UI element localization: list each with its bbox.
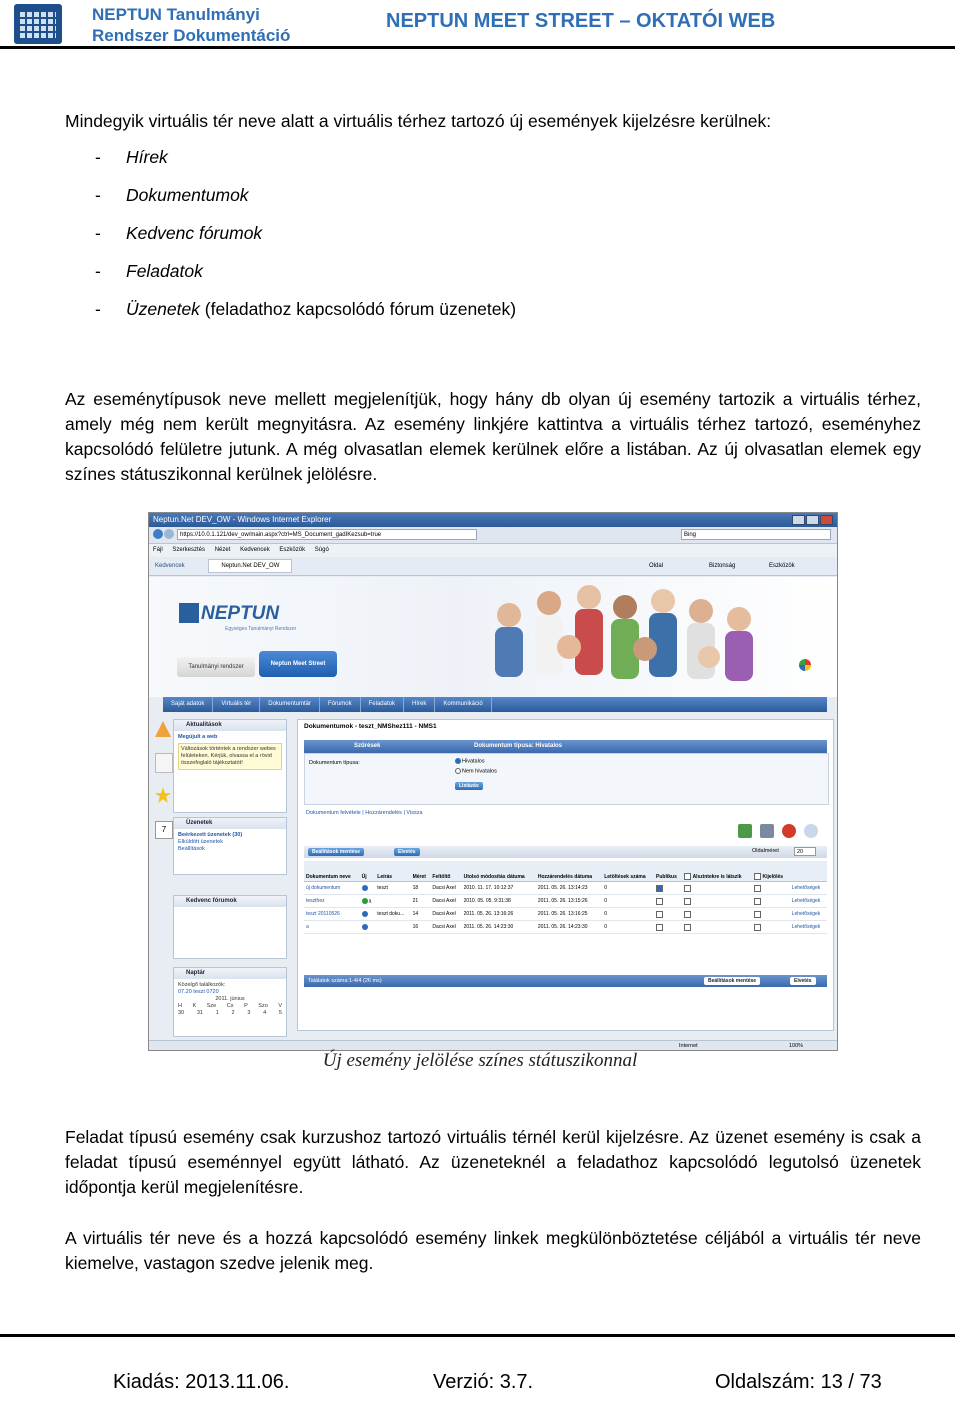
- forward-icon[interactable]: [164, 529, 174, 539]
- figure-caption: Új esemény jelölése színes státuszikonnal: [322, 1050, 638, 1071]
- document-grid: [304, 861, 827, 934]
- neptun-logo-icon: [14, 4, 62, 44]
- bullet-item: - Feladatok: [95, 261, 203, 281]
- org-line1: NEPTUN Tanulmányi: [92, 5, 260, 24]
- close-icon[interactable]: [820, 515, 833, 525]
- radio-official[interactable]: Hivatalos: [455, 758, 485, 764]
- settings-link[interactable]: Beállítások: [178, 846, 205, 852]
- font-icon[interactable]: [155, 721, 171, 737]
- save-settings-button[interactable]: Beállítások mentése: [308, 848, 364, 856]
- news-text: Változások történtek a rendszer webes felületeken. Kérjük, olvassa el a rövid összefoglaló tájékoztatót!: [178, 743, 282, 770]
- people-photo: [449, 577, 809, 697]
- list-button[interactable]: Listázás: [455, 782, 483, 790]
- col-sublevels[interactable]: Alszintekre is látszik: [682, 861, 752, 882]
- menu-own-data[interactable]: Saját adatok: [163, 697, 213, 712]
- gadget-forums: [173, 895, 287, 959]
- menu-file[interactable]: Fájl: [153, 547, 163, 553]
- neptun-banner: [149, 577, 837, 697]
- gadget-forums-title: Kedvenc fórumok: [174, 896, 286, 907]
- add-document-link[interactable]: Dokumentum felvétele: [306, 810, 361, 816]
- new-status-icon: [362, 885, 368, 891]
- gadget-messages: [173, 817, 287, 875]
- doc-type-field-label: Dokumentum típusa:: [309, 760, 360, 766]
- neptun-small-logo-icon: [179, 603, 199, 623]
- menu-view[interactable]: Nézet: [214, 547, 231, 553]
- table-row[interactable]: teszt 20110526 teszt doku... 14 Dacsi Axel 2011. 05. 26. 13:16:26 2011. 05. 26. 13:16:25 0 Lehetőségek: [304, 908, 827, 921]
- menu-edit[interactable]: Szerkesztés: [172, 547, 206, 553]
- gadget-news: [173, 719, 287, 813]
- bullet-item: - Dokumentumok: [95, 185, 249, 205]
- calendar-month: 2011. június: [215, 996, 245, 1002]
- favorites-button[interactable]: Kedvencek: [155, 563, 185, 569]
- col-uploader[interactable]: Feltöltő: [430, 861, 461, 882]
- menu-favorites[interactable]: Kedvencek: [240, 547, 270, 553]
- filter-doc-type: Dokumentum típusa: Hivatalos: [474, 743, 563, 749]
- color-wheel-icon[interactable]: [799, 659, 811, 671]
- new-status-icon: [362, 911, 368, 917]
- public-checkbox[interactable]: [656, 911, 663, 918]
- browser-screenshot: [148, 512, 838, 1051]
- brand-subtitle: Egységes Tanulmányi Rendszer: [225, 626, 297, 632]
- bullet-item: - Kedvenc fórumok: [95, 223, 263, 243]
- public-checkbox[interactable]: [656, 898, 663, 905]
- gadget-messages-title: Üzenetek: [174, 818, 286, 829]
- maximize-icon[interactable]: [806, 515, 819, 525]
- sublevel-checkbox[interactable]: [684, 898, 691, 905]
- calendar-upcoming: Közelgő találkozók:: [178, 982, 226, 988]
- news-link[interactable]: Megújult a web: [178, 734, 218, 740]
- url-input[interactable]: https://10.0.1.121/dev_ow/main.aspx?ctrl=MS_Document_gadIKezsub=true: [177, 529, 477, 540]
- toolbar-tools[interactable]: Eszközök: [769, 563, 795, 569]
- table-row[interactable]: a 16 Dacsi Axel 2011. 05. 26. 14:23:30 2011. 05. 26. 14:23:30 0 Lehetőségek: [304, 921, 827, 934]
- document-actions: Dokumentum felvétele | Hozzárendelés | Vissza: [306, 810, 423, 816]
- col-modified[interactable]: Utolsó módosítás dátuma: [462, 861, 536, 882]
- menu-virtual-space[interactable]: Virtuális tér: [213, 697, 260, 712]
- toolbar-security[interactable]: Biztonság: [709, 563, 736, 569]
- menu-help[interactable]: Súgó: [314, 547, 329, 553]
- nav-tab-meet-street[interactable]: Neptun Meet Street: [259, 651, 337, 677]
- sublevel-checkbox[interactable]: [684, 885, 691, 892]
- page-size-label: Oldalméret: [752, 848, 779, 854]
- favorites-bar: [149, 557, 837, 576]
- grid-footer: [304, 975, 827, 987]
- pin-icon[interactable]: [782, 824, 796, 838]
- doc-title: NEPTUN MEET STREET – OKTATÓI WEB: [386, 10, 776, 32]
- menu-document-store[interactable]: Dokumentumtár: [260, 697, 320, 712]
- result-count: Találatok száma:1-4/4 (26 ms): [308, 978, 382, 984]
- back-link[interactable]: Vissza: [406, 810, 423, 816]
- org-line2: Rendszer Dokumentáció: [92, 26, 291, 45]
- window-title: Neptun.Net DEV_OW - Windows Internet Explorer: [153, 515, 332, 524]
- inbox-link[interactable]: Beérkezett üzenetek (30): [178, 832, 243, 838]
- col-size[interactable]: Méret: [411, 861, 431, 882]
- col-downloads[interactable]: Letöltések száma: [602, 861, 654, 882]
- new-status-icon: [362, 924, 368, 930]
- col-select[interactable]: Kijelölés: [752, 861, 790, 882]
- filter-label: Szűrések: [354, 743, 381, 749]
- bullet-item: - Hírek: [95, 147, 168, 167]
- footer-page: Oldalszám: 13 / 73: [715, 1371, 882, 1393]
- window-titlebar: [149, 513, 837, 527]
- sublevel-checkbox[interactable]: [684, 911, 691, 918]
- zoom-level[interactable]: 100%: [789, 1043, 804, 1049]
- back-icon[interactable]: [153, 529, 163, 539]
- grid-toolbar: [304, 846, 827, 858]
- brand-name: NEPTUN: [201, 603, 280, 624]
- menu-tools[interactable]: Eszközök: [279, 547, 306, 553]
- excel-icon[interactable]: [738, 824, 752, 838]
- minimize-icon[interactable]: [792, 515, 805, 525]
- menu-tasks[interactable]: Feladatok: [361, 697, 404, 712]
- footer-issue: Kiadás: 2013.11.06.: [113, 1371, 290, 1393]
- radio-unofficial[interactable]: Nem hivatalos: [455, 768, 497, 774]
- menu-communication[interactable]: Kommunikáció: [435, 697, 491, 712]
- assign-link[interactable]: Hozzárendelés: [365, 810, 402, 816]
- main-menu: [163, 697, 827, 712]
- nav-tab-study-system[interactable]: Tanulmányi rendszer: [177, 657, 255, 677]
- org-title: [92, 4, 290, 46]
- calendar-days: H K Sze Cs P Szo V: [178, 1003, 282, 1009]
- footer-cancel[interactable]: Elvetés: [790, 977, 816, 985]
- select-checkbox[interactable]: [754, 885, 761, 892]
- sent-link[interactable]: Elküldött üzenetek: [178, 839, 223, 845]
- sublevel-checkbox[interactable]: [684, 924, 691, 931]
- intro-text: Mindegyik virtuális tér neve alatt a virtuális térhez tartozó új események kijelzésre kerülnek:: [65, 111, 772, 131]
- bullet-item: - Üzenetek (feladathoz kapcsolódó fórum üzenetek): [95, 299, 517, 319]
- table-row[interactable]: teszthez a 21 Dacsi Axel 2010. 05. 05. 9:31:38 2011. 05. 26. 13:15:26 0 Lehetőségek: [304, 895, 827, 908]
- public-checkbox[interactable]: [656, 885, 663, 892]
- col-new[interactable]: Új: [360, 861, 376, 882]
- paragraph-3: A virtuális tér neve és a hozzá kapcsolódó esemény linkek megkülönböztetése céljából a virtuális tér neve kiemelve, vastagon szedve jelenik meg.: [65, 1228, 921, 1273]
- col-doc-name[interactable]: Dokumentum neve: [304, 861, 360, 882]
- toolbar-page[interactable]: Oldal: [649, 563, 664, 569]
- star-icon[interactable]: [155, 787, 171, 803]
- menu-forums[interactable]: Fórumok: [320, 697, 361, 712]
- footer-save-settings[interactable]: Beállítások mentése: [704, 977, 760, 985]
- print-icon[interactable]: [760, 824, 774, 838]
- browser-tab[interactable]: Neptun.Net DEV_OW: [208, 559, 292, 573]
- gadget-news-title: Aktualitások: [174, 720, 286, 731]
- filter-body: [304, 753, 829, 805]
- document-panel: [297, 719, 834, 1031]
- menu-news[interactable]: Hírek: [404, 697, 435, 712]
- browser-menubar: [149, 544, 837, 557]
- magnifier-icon[interactable]: [804, 824, 818, 838]
- tool-icons: [738, 824, 828, 842]
- gadget-calendar-title: Naptár: [174, 968, 286, 979]
- gadget-calendar: [173, 967, 287, 1037]
- paragraph-1: Az eseménytípusok neve mellett megjelenítjük, hogy hány db olyan új esemény tartozik a virtuális térhez, amely még nem került megnyitásra. Az esemény linkjére kattintva a virtuális térhez tartozó, eseményhez kapcsolódó felületre jutunk. A még olvasatlan elemek kerülnek előre a listában. Az új olvasatlan elemek egy színes státuszikonnal kerülnek jelölésre.: [65, 389, 921, 484]
- table-row[interactable]: új dokumentum teszt 18 Dacsi Axel 2010. 11. 17. 10:12:37 2011. 05. 26. 13:14:23 0 Lehetőségek: [304, 882, 827, 895]
- footer-version: Verzió: 3.7.: [433, 1371, 534, 1393]
- zone-label: Internet: [679, 1043, 698, 1049]
- public-checkbox[interactable]: [656, 924, 663, 931]
- paragraph-2: Feladat típusú esemény csak kurzushoz tartozó virtuális térnél kerül kijelzésre. Az üzenet esemény is csak a feladat típusú eseménnyel együtt látható. Az üzeneteknél a feladathoz kapcsolódó legutolsó üzenetek időpontja kerül megjelenítésre.: [65, 1127, 921, 1197]
- grid-header: [304, 861, 827, 882]
- col-description[interactable]: Leírás: [375, 861, 410, 882]
- header-divider: [0, 46, 955, 49]
- address-bar: [149, 527, 837, 544]
- cancel-button[interactable]: Elvetés: [394, 848, 420, 856]
- select-checkbox[interactable]: [754, 924, 761, 931]
- notes-icon[interactable]: [155, 753, 173, 773]
- new-status-icon: [362, 898, 368, 904]
- document-panel-title: Dokumentumok - teszt_NMShez111 - NMS1: [304, 723, 437, 730]
- col-actions: [790, 861, 827, 882]
- page-size-select[interactable]: 20: [794, 847, 816, 856]
- calendar-icon[interactable]: 7: [155, 821, 173, 839]
- select-checkbox[interactable]: [754, 898, 761, 905]
- search-input[interactable]: Bing: [681, 529, 831, 540]
- footer-divider: [0, 1334, 955, 1337]
- calendar-row[interactable]: 30 31 1 2 3 4 5: [178, 1010, 282, 1016]
- filter-bar[interactable]: [304, 740, 827, 753]
- col-public[interactable]: Publikus: [654, 861, 682, 882]
- select-checkbox[interactable]: [754, 911, 761, 918]
- calendar-event[interactable]: 07.20 teszt 0720: [178, 989, 219, 995]
- col-assigned[interactable]: Hozzárendelés dátuma: [536, 861, 602, 882]
